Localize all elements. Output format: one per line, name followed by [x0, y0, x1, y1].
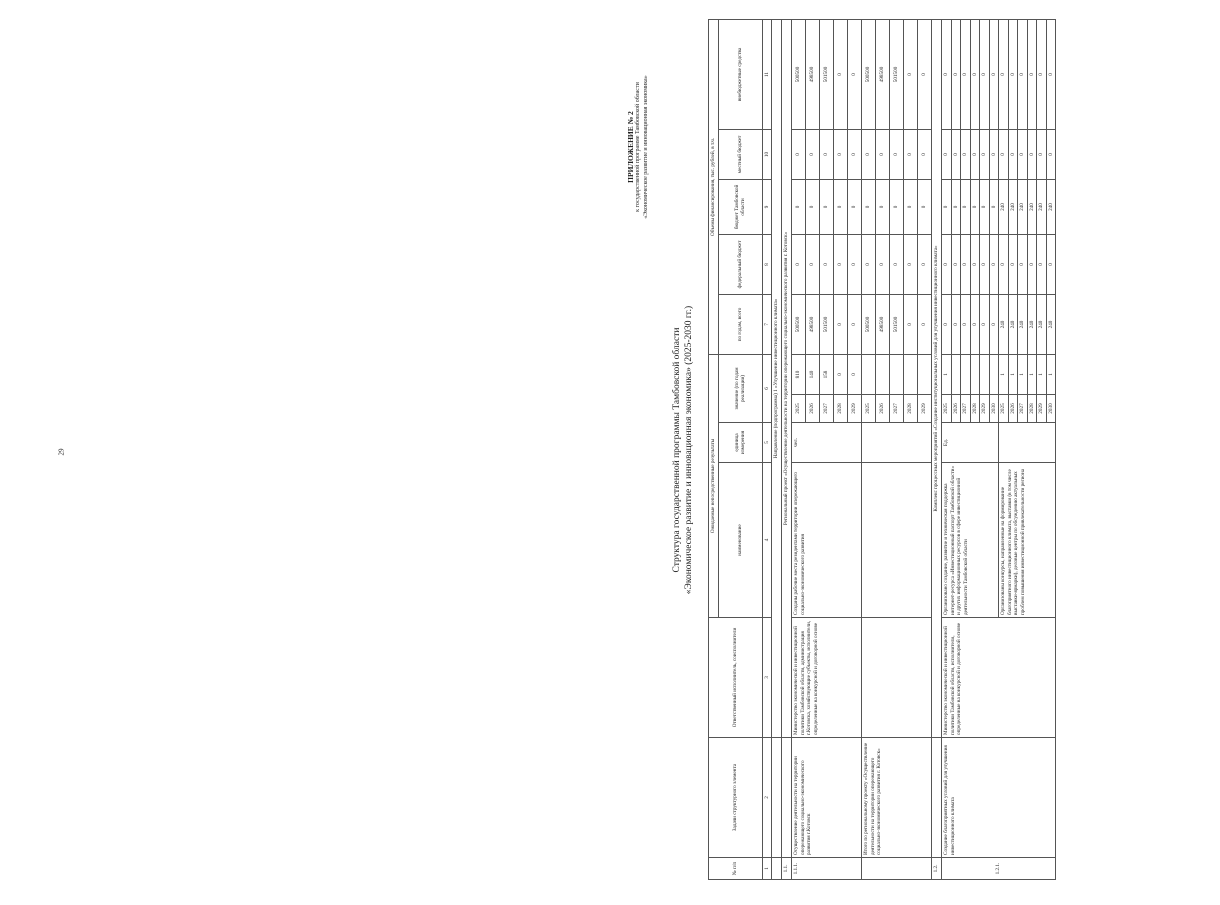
column-number: 8 — [762, 234, 772, 294]
funding-total: 240 — [1037, 294, 1047, 354]
funding-loc: 0 — [951, 129, 961, 179]
value-cell — [951, 354, 961, 394]
funding-reg: 240 — [1027, 179, 1037, 234]
funding-ext: 0 — [1027, 19, 1037, 129]
column-number: 5 — [762, 423, 772, 463]
funding-total: 240 — [1046, 294, 1056, 354]
funding-ext: 0 — [970, 19, 980, 129]
year-cell: 2025 — [862, 395, 876, 423]
funding-total: 501500 — [820, 294, 834, 354]
title-line-1: Структура государственной программы Тамбовской области — [672, 327, 682, 573]
funding-ext: 0 — [918, 19, 932, 129]
funding-fed: 0 — [1037, 234, 1047, 294]
value-cell: 0 — [848, 354, 862, 394]
task-text: Осуществление деятельности на территории опережающего социально-экономического развития г.Котовск — [792, 738, 862, 858]
column-number: 2 — [762, 738, 772, 858]
funding-ext: 498500 — [806, 19, 820, 129]
funding-loc: 0 — [1037, 129, 1047, 179]
year-cell: 2026 — [876, 395, 890, 423]
funding-total: 498500 — [876, 294, 890, 354]
appendix-line-1: к государственной программе Тамбовской области — [635, 82, 642, 212]
funding-loc: 0 — [1008, 129, 1018, 179]
section-complex-title: Комплекс процессных мероприятий «Создание институциональных условий для улучшения инвестиционного климата» — [932, 19, 942, 737]
column-number-row — [762, 19, 772, 879]
funding-total: 500500 — [792, 294, 806, 354]
row-num: 1.1.1. — [792, 858, 862, 880]
funding-reg: 240 — [999, 179, 1009, 234]
value-cell: 158 — [820, 354, 834, 394]
funding-reg: 240 — [1018, 179, 1028, 234]
funding-fed: 0 — [1018, 234, 1028, 294]
section-spacer — [782, 738, 792, 858]
funding-total: 240 — [1027, 294, 1037, 354]
result-name: Организованы конкурсы, направленные на формирование благоприятного инвестиционного климата, выставки (в том числе выставки-ярмарки), деловые центры по обсуждению актуальных проблем повышения инвестиционной привлекательности региона — [999, 463, 1056, 618]
section-num — [772, 858, 782, 880]
header-unit: единица измерения — [718, 423, 762, 463]
data-row-111 — [792, 19, 806, 879]
funding-fed: 0 — [989, 234, 999, 294]
funding-reg: 240 — [1046, 179, 1056, 234]
result-unit: чел. — [792, 423, 862, 463]
result-unit — [999, 423, 1056, 463]
funding-total: 0 — [989, 294, 999, 354]
value-cell: 1 — [1027, 354, 1037, 394]
value-cell: 140 — [806, 354, 820, 394]
value-cell: 0 — [834, 354, 848, 394]
data-row-121 — [942, 19, 952, 879]
appendix-header — [626, 27, 650, 267]
funding-fed: 0 — [918, 234, 932, 294]
column-number: 1 — [762, 858, 772, 880]
funding-fed: 0 — [970, 234, 980, 294]
funding-fed: 0 — [951, 234, 961, 294]
year-cell: 2025 — [999, 395, 1009, 423]
value-cell: 1 — [999, 354, 1009, 394]
value-cell: 1 — [1037, 354, 1047, 394]
value-cell: 1 — [1008, 354, 1018, 394]
funding-fed: 0 — [961, 234, 971, 294]
year-cell: 2027 — [961, 395, 971, 423]
column-number: 7 — [762, 294, 772, 354]
funding-reg: 0 — [862, 179, 876, 234]
funding-ext: 0 — [1046, 19, 1056, 129]
row-num — [862, 858, 932, 880]
column-number: 6 — [762, 354, 772, 422]
section-complex-row — [932, 19, 942, 879]
header-extra: внебюджетные средства — [718, 19, 762, 129]
value-cell — [961, 354, 971, 394]
row-num: 1.2.1. — [942, 858, 1056, 880]
funding-ext: 500500 — [862, 19, 876, 129]
year-cell: 2026 — [806, 395, 820, 423]
funding-total: 0 — [961, 294, 971, 354]
funding-loc: 0 — [806, 129, 820, 179]
header-num: № п/п — [709, 858, 763, 880]
value-cell — [970, 354, 980, 394]
funding-ext: 0 — [980, 19, 990, 129]
funding-loc: 0 — [942, 129, 952, 179]
funding-fed: 0 — [862, 234, 876, 294]
funding-ext: 0 — [951, 19, 961, 129]
funding-fed: 0 — [1008, 234, 1018, 294]
funding-reg: 0 — [989, 179, 999, 234]
year-cell: 2028 — [1027, 395, 1037, 423]
value-cell — [918, 354, 932, 394]
funding-loc: 0 — [820, 129, 834, 179]
section-project-title: Региональный проект «Осуществление деятельности на территории опережающего социально-экономического развития г. Котовск» — [782, 19, 792, 737]
funding-loc: 0 — [961, 129, 971, 179]
header-name: наименование — [718, 463, 762, 618]
header-regional: бюджет Тамбовской области — [718, 179, 762, 234]
column-number: 3 — [762, 618, 772, 738]
year-cell: 2027 — [1018, 395, 1028, 423]
column-number: 9 — [762, 179, 772, 234]
structure-table — [708, 19, 1056, 880]
funding-reg: 0 — [980, 179, 990, 234]
year-cell: 2027 — [890, 395, 904, 423]
funding-fed: 0 — [1046, 234, 1056, 294]
funding-loc: 0 — [999, 129, 1009, 179]
result-unit: Ед. — [942, 423, 999, 463]
funding-fed: 0 — [848, 234, 862, 294]
funding-loc: 0 — [1027, 129, 1037, 179]
table-body — [709, 19, 1056, 879]
funding-reg: 0 — [904, 179, 918, 234]
funding-total: 501500 — [890, 294, 904, 354]
funding-fed: 0 — [999, 234, 1009, 294]
rotated-page — [620, 15, 1220, 885]
row-num-1-2: 1.2. — [932, 858, 942, 880]
funding-total: 498500 — [806, 294, 820, 354]
value-cell — [862, 354, 876, 394]
result-name: Организовано создание, развитие и техническая поддержка интернет-ресурса «Инвестиционный паспорт Тамбовской области» и других информационных ресурсов в сфере инвестиционной деятельности Тамбовской области — [942, 463, 999, 618]
header-local: местный бюджет — [718, 129, 762, 179]
funding-ext: 501500 — [820, 19, 834, 129]
funding-fed: 0 — [1027, 234, 1037, 294]
data-row-total — [862, 19, 876, 879]
funding-total: 0 — [834, 294, 848, 354]
funding-ext: 0 — [1018, 19, 1028, 129]
year-cell: 2030 — [1046, 395, 1056, 423]
funding-reg: 0 — [806, 179, 820, 234]
executor-empty — [862, 618, 932, 738]
value-cell: 1 — [942, 354, 952, 394]
funding-reg: 0 — [890, 179, 904, 234]
funding-reg: 0 — [834, 179, 848, 234]
funding-reg: 240 — [1037, 179, 1047, 234]
value-cell: 1 — [1046, 354, 1056, 394]
funding-loc: 0 — [792, 129, 806, 179]
funding-fed: 0 — [806, 234, 820, 294]
value-cell — [904, 354, 918, 394]
year-cell: 2029 — [918, 395, 932, 423]
funding-reg: 0 — [951, 179, 961, 234]
funding-loc: 0 — [862, 129, 876, 179]
column-number: 10 — [762, 129, 772, 179]
funding-total: 0 — [970, 294, 980, 354]
header-by-years: по годам, всего — [718, 294, 762, 354]
funding-loc: 0 — [1018, 129, 1028, 179]
header-federal: федеральный бюджет — [718, 234, 762, 294]
funding-total: 240 — [1018, 294, 1028, 354]
value-cell — [989, 354, 999, 394]
funding-fed: 0 — [942, 234, 952, 294]
column-number: 11 — [762, 19, 772, 129]
page-number: 29 — [57, 448, 66, 456]
funding-total: 0 — [951, 294, 961, 354]
title-line-2: «Экономическое развитие и инновационная экономика» (2025-2030 гг.) — [683, 305, 694, 595]
funding-ext: 0 — [1008, 19, 1018, 129]
funding-total: 240 — [1008, 294, 1018, 354]
funding-fed: 0 — [980, 234, 990, 294]
funding-reg: 240 — [1008, 179, 1018, 234]
funding-total: 0 — [848, 294, 862, 354]
funding-loc: 0 — [980, 129, 990, 179]
funding-ext: 0 — [961, 19, 971, 129]
funding-loc: 0 — [890, 129, 904, 179]
value-cell — [876, 354, 890, 394]
funding-loc: 0 — [904, 129, 918, 179]
funding-ext: 0 — [904, 19, 918, 129]
funding-reg: 0 — [942, 179, 952, 234]
funding-fed: 0 — [890, 234, 904, 294]
funding-fed: 0 — [876, 234, 890, 294]
funding-fed: 0 — [904, 234, 918, 294]
funding-loc: 0 — [918, 129, 932, 179]
section-direction-title: Направление (подпрограмма) 1 «Улучшение инвестиционного климата» — [772, 19, 782, 737]
section-spacer — [932, 738, 942, 858]
appendix-title: ПРИЛОЖЕНИЕ № 2 — [626, 111, 635, 183]
year-cell: 2029 — [980, 395, 990, 423]
funding-total: 0 — [942, 294, 952, 354]
value-cell: 810 — [792, 354, 806, 394]
funding-total: 0 — [980, 294, 990, 354]
funding-total: 240 — [999, 294, 1009, 354]
funding-ext: 0 — [1037, 19, 1047, 129]
appendix-line-2: «Экономическое развитие и инновационная экономика» — [642, 75, 649, 219]
funding-reg: 0 — [876, 179, 890, 234]
year-cell: 2026 — [951, 395, 961, 423]
year-cell: 2028 — [904, 395, 918, 423]
result-empty — [862, 463, 932, 618]
header-executor: Ответственный исполнитель, соисполнители — [709, 618, 763, 738]
year-cell: 2029 — [1037, 395, 1047, 423]
section-spacer — [772, 738, 782, 858]
funding-ext: 0 — [848, 19, 862, 129]
funding-loc: 0 — [848, 129, 862, 179]
funding-loc: 0 — [876, 129, 890, 179]
year-cell: 2025 — [792, 395, 806, 423]
funding-fed: 0 — [834, 234, 848, 294]
year-cell: 2028 — [834, 395, 848, 423]
funding-ext: 0 — [999, 19, 1009, 129]
document-title — [672, 15, 696, 885]
funding-reg: 0 — [848, 179, 862, 234]
funding-ext: 0 — [989, 19, 999, 129]
header-row-1 — [709, 19, 719, 879]
value-cell — [980, 354, 990, 394]
task-text: Создание благоприятных условий для улучшения инвестиционного климата — [942, 738, 1056, 858]
funding-fed: 0 — [792, 234, 806, 294]
funding-reg: 0 — [918, 179, 932, 234]
value-cell — [890, 354, 904, 394]
funding-loc: 0 — [989, 129, 999, 179]
year-cell: 2028 — [970, 395, 980, 423]
funding-reg: 0 — [792, 179, 806, 234]
row-num-1-1: 1.1. — [782, 858, 792, 880]
funding-total: 500500 — [862, 294, 876, 354]
funding-reg: 0 — [970, 179, 980, 234]
funding-ext: 0 — [834, 19, 848, 129]
header-task: Задачи структурного элемента — [709, 738, 763, 858]
funding-ext: 500500 — [792, 19, 806, 129]
year-cell: 2027 — [820, 395, 834, 423]
funding-reg: 0 — [820, 179, 834, 234]
year-cell: 2025 — [942, 395, 952, 423]
funding-total: 0 — [904, 294, 918, 354]
section-direction — [772, 19, 782, 879]
value-cell: 1 — [1018, 354, 1028, 394]
unit-empty — [862, 423, 932, 463]
executor-text: Министерство экономической и инвестиционной политики Тамбовской области, администрация г.Котовска, хозяйствующие субъекты, исполнители, определенные на конкурсной и договорной основе — [792, 618, 862, 738]
funding-fed: 0 — [820, 234, 834, 294]
header-funding: Объемы финансирования, тыс. рублей, в т.ч. — [709, 19, 719, 354]
funding-loc: 0 — [970, 129, 980, 179]
total-task-text: Итого по региональному проекту «Осуществление деятельности на территории опережающего социально-экономического развития г. Котовск» — [862, 738, 932, 858]
funding-loc: 0 — [834, 129, 848, 179]
header-value: значение (по годам реализации) — [718, 354, 762, 422]
funding-total: 0 — [918, 294, 932, 354]
funding-loc: 0 — [1046, 129, 1056, 179]
header-results: Ожидаемые непосредственные результаты — [709, 354, 719, 617]
funding-ext: 498500 — [876, 19, 890, 129]
year-cell: 2030 — [989, 395, 999, 423]
executor-text: Министерство экономической и инвестиционной политики Тамбовской области, исполнители, определенные на конкурсной и договорной основе — [942, 618, 1056, 738]
section-project-row — [782, 19, 792, 879]
result-name: Созданы рабочие места резидентами территории опережающего социально-экономического развития — [792, 463, 862, 618]
funding-reg: 0 — [961, 179, 971, 234]
year-cell: 2026 — [1008, 395, 1018, 423]
year-cell: 2029 — [848, 395, 862, 423]
funding-ext: 0 — [942, 19, 952, 129]
column-number: 4 — [762, 463, 772, 618]
funding-ext: 501500 — [890, 19, 904, 129]
